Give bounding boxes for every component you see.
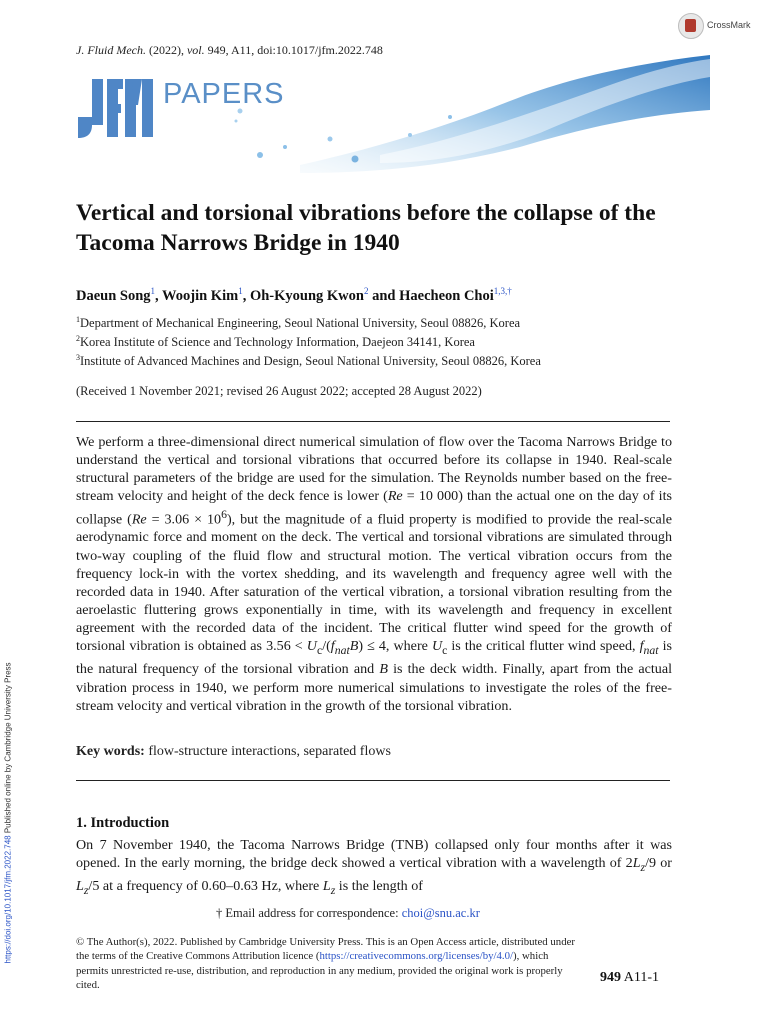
author-affiliation-link[interactable]: 1,3,: [493, 286, 508, 296]
divider: [76, 421, 670, 422]
author-name: Woojin Kim: [162, 287, 239, 304]
license-notice: © The Author(s), 2022. Published by Cambridge University Press. This is an Open Access article, distributed under the terms of the Creative Commons Attribution licence (https://creativecommons.org/licenses/by/4.0/), which permits unrestricted re-use, distribution, and reproduction in any medium, provided the original work is properly cited.: [76, 936, 575, 991]
affiliation: [76, 334, 475, 350]
license-link[interactable]: https://creativecommons.org/licenses/by/4.0/: [319, 950, 513, 963]
affiliation-text: Institute of Advanced Machines and Design, Seoul National University, Seoul 08826, Korea: [80, 354, 541, 369]
affiliation-text: Department of Mechanical Engineering, Seoul National University, Seoul 08826, Korea: [80, 316, 521, 331]
introduction-paragraph: On 7 November 1940, the Tacoma Narrows Bridge (TNB) collapsed only four months after it was opened. In the early morning, the bridge deck showed a vertical vibration with a wavelength of $2L_z/9$ or $L_z/5$ at a frequency of 0.60–0.63 Hz, where $L_z$ is the length of: [76, 837, 672, 897]
volume-number: 949: [600, 970, 621, 985]
papers-label: PAPERS: [163, 78, 285, 110]
author-separator: and: [368, 287, 400, 304]
article-title: Vertical and torsional vibrations before the collapse of the Tacoma Narrows Bridge in 1940: [76, 200, 656, 256]
abstract: We perform a three-dimensional direct numerical simulation of flow over the Tacoma Narrows Bridge to understand the vertical and torsional vibrations that occurred before its collapse in 1940. Real-scale structural parameters of the bridge are used for the simulation. The Reynolds number based on the free-stream velocity and height of the deck fence is lower (Re = 10 000) than the actual one on the day of its collapse $(Re = 3.06 \times 10^6)$, but the magnitude of a fluid property is modified to provide the real-scale aerodynamic force and moment on the deck. The vertical and torsional vibrations are simulated through two-way coupling of the fluid flow and structural motion. The vertical vibration occurs from the frequency lock-in with the vortex shedding, and its wavelength and frequency agree well with the recorded data in 1940. After saturation of the vertical vibration, a torsional vibration resulting from the aeroelastic fluttering grows exponentially in time, with its wavelength and frequency in excellent agreement with the recorded data of the incident. The critical flutter wind speed for the growth of torsional vibration is obtained as $3.56 < U_c/(f_{nat}B) \le 4$, where $U_c$ is the critical flutter wind speed, $f_{nat}$ is the natural frequency of the torsional vibration and B is the deck width. Finally, apart from the actual vibration process in 1940, we perform more numerical simulations to investigate the roles of the free-stream velocity and vertical vibration in the growth of the torsional vibration.: [76, 434, 673, 714]
author-separator: ,: [242, 287, 250, 304]
author-name: Daeun Song: [76, 287, 151, 304]
corresponding-author-link[interactable]: †: [507, 286, 512, 296]
received-dates: (Received 1 November 2021; revised 26 August 2022; accepted 28 August 2022): [76, 384, 482, 398]
author-name: Haecheon Choi: [399, 287, 494, 304]
affiliation-number: 1: [76, 315, 80, 324]
page-number: [600, 970, 659, 986]
crossmark-icon: [678, 13, 704, 39]
author-separator: ,: [155, 287, 163, 304]
water-splash-image: [150, 55, 710, 180]
jfm-logo: [76, 77, 156, 139]
journal-year: (2022),: [145, 43, 187, 57]
affiliation: [76, 315, 520, 331]
keywords-label: Key words:: [76, 744, 145, 759]
journal-doi: 949, A11, doi:10.1017/jfm.2022.748: [204, 43, 383, 57]
divider: [76, 780, 670, 781]
email-link[interactable]: choi@snu.ac.kr: [401, 906, 480, 920]
affiliation-text: Korea Institute of Science and Technology Information, Daejeon 34141, Korea: [80, 335, 475, 350]
section-heading: 1. Introduction: [76, 815, 170, 831]
keywords: [76, 744, 391, 760]
author-affiliation-link[interactable]: 2: [363, 286, 369, 296]
affiliation-number: 2: [76, 334, 80, 343]
crossmark-button[interactable]: [678, 13, 758, 39]
author-affiliation-link[interactable]: 1: [238, 286, 243, 296]
correspondence-footnote: [216, 906, 480, 921]
side-note: [3, 662, 13, 964]
article-page: A11-1: [621, 970, 659, 985]
journal-name: J. Fluid Mech.: [76, 43, 146, 57]
author-list: [76, 286, 512, 305]
affiliation-number: 3: [76, 353, 80, 362]
keywords-list: flow-structure interactions, separated flows: [144, 744, 391, 759]
volume-label: vol.: [186, 43, 205, 57]
affiliation: [76, 353, 541, 369]
correspondence-label: † Email address for correspondence:: [216, 906, 402, 920]
author-name: Oh-Kyoung Kwon: [249, 287, 364, 304]
crossmark-label: CrossMark: [707, 20, 751, 30]
publication-note: Published online by Cambridge University Press: [3, 662, 13, 836]
author-affiliation-link[interactable]: 1: [150, 286, 156, 296]
doi-link[interactable]: https://doi.org/10.1017/jfm.2022.748: [3, 835, 13, 964]
